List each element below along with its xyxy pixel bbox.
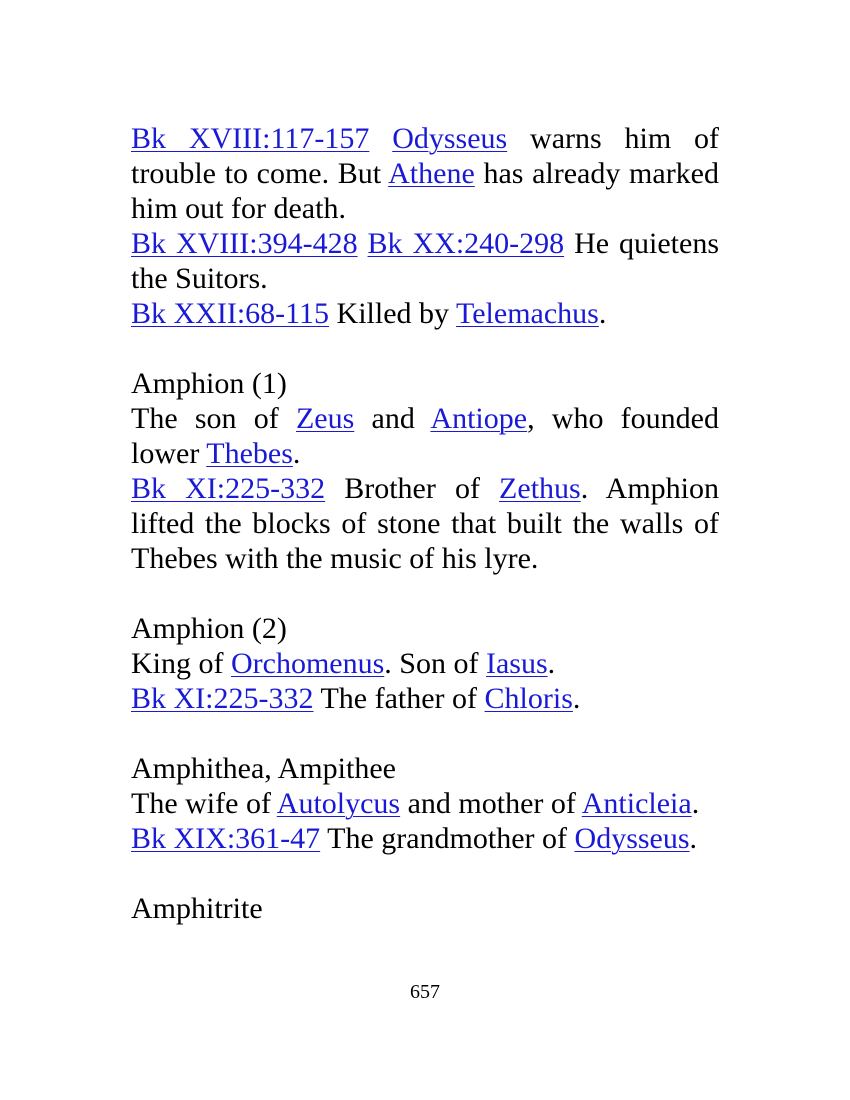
book-reference-link[interactable]: Bk XIX:361-47 — [131, 822, 321, 855]
text — [369, 122, 392, 155]
text: , who founded lower — [131, 402, 719, 470]
name-link-iasus[interactable]: Iasus — [485, 647, 548, 680]
book-reference-link[interactable]: Bk XI:225-332 — [131, 472, 326, 505]
name-link-chloris[interactable]: Chloris — [484, 682, 573, 715]
entry-amphion-2-ref-1 — [131, 681, 719, 716]
text: Brother of — [325, 472, 500, 505]
page-number: 657 — [410, 981, 440, 1003]
book-reference-link[interactable]: Bk XI:225-332 — [131, 682, 314, 715]
text: The wife of — [131, 787, 277, 820]
book-reference-link[interactable]: Bk XXII:68-115 — [131, 297, 330, 330]
name-link-thebes[interactable]: Thebes — [206, 437, 293, 470]
book-reference-link[interactable]: Bk XX:240-298 — [367, 227, 565, 260]
entry-heading-amphithea: Amphithea, Ampithee — [131, 752, 396, 785]
text: and mother of — [400, 787, 582, 820]
spacer — [131, 576, 719, 611]
entry-heading-amphion-1: Amphion (1) — [131, 367, 287, 400]
spacer — [131, 856, 719, 891]
text: . — [292, 437, 301, 470]
spacer — [131, 716, 719, 751]
entry-amphion-1-description — [131, 401, 719, 471]
text: and — [354, 402, 431, 435]
entry-amphithea-description — [131, 786, 719, 821]
name-link-odysseus[interactable]: Odysseus — [574, 822, 690, 855]
name-link-zeus[interactable]: Zeus — [295, 402, 355, 435]
entry-heading-amphitrite: Amphitrite — [131, 892, 263, 925]
text: has already marked him out for death. — [131, 157, 720, 225]
text: . — [598, 297, 607, 330]
text: warns him of trouble to come. But — [131, 122, 719, 190]
entry-antinous-ref-2 — [131, 226, 719, 296]
book-reference-link[interactable]: Bk XVIII:394-428 — [131, 227, 358, 260]
text: The father of — [313, 682, 485, 715]
name-link-anticleia[interactable]: Anticleia — [581, 787, 692, 820]
name-link-odysseus[interactable]: Odysseus — [392, 122, 508, 155]
text: . — [547, 647, 556, 680]
entry-amphion-1-ref-1 — [131, 471, 719, 576]
entry-heading-amphion-2: Amphion (2) — [131, 612, 287, 645]
name-link-telemachus[interactable]: Telemachus — [456, 297, 599, 330]
name-link-orchomenus[interactable]: Orchomenus — [231, 647, 385, 680]
name-link-antiope[interactable]: Antiope — [430, 402, 528, 435]
text: . — [572, 682, 581, 715]
text: . — [689, 822, 698, 855]
entry-amphion-2-description — [131, 646, 719, 681]
text: King of — [131, 647, 231, 680]
book-reference-link[interactable]: Bk XVIII:117-157 — [131, 122, 370, 155]
glossary-content — [131, 121, 719, 926]
text: The grandmother of — [320, 822, 575, 855]
name-link-zethus[interactable]: Zethus — [499, 472, 581, 505]
name-link-athene[interactable]: Athene — [388, 157, 475, 190]
text — [358, 227, 368, 260]
entry-amphithea-ref-1 — [131, 821, 719, 856]
text: The son of — [131, 402, 296, 435]
text: . Son of — [384, 647, 486, 680]
text: . Amphion lifted the blocks of stone that built the walls of Thebes with the music of his lyre. — [131, 472, 719, 575]
entry-antinous-ref-3 — [131, 296, 719, 331]
spacer — [131, 331, 719, 366]
text: . — [691, 787, 700, 820]
text: He quietens the Suitors. — [131, 227, 719, 295]
text: Killed by — [329, 297, 456, 330]
name-link-autolycus[interactable]: Autolycus — [276, 787, 401, 820]
entry-antinous-ref-1 — [131, 121, 719, 226]
